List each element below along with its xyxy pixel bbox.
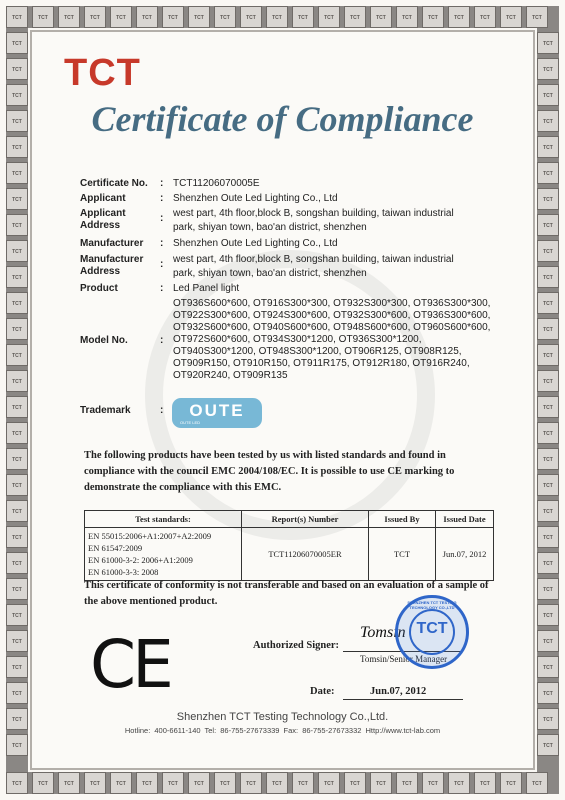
trademark-logo-subtext: OUTE LED	[180, 420, 201, 425]
border-tile: TCT	[6, 110, 28, 132]
border-tile: TCT	[537, 578, 559, 600]
date-value: Jun.07, 2012	[370, 686, 427, 697]
model-no-label: Model No.	[80, 335, 128, 346]
colon: :	[160, 193, 164, 204]
model-line: OT920R240, OT909R135	[173, 370, 288, 381]
signature: Tomsin	[360, 624, 406, 641]
border-tile: TCT	[240, 772, 262, 794]
border-tile: TCT	[136, 6, 158, 28]
standards-cell	[85, 528, 242, 581]
border-tile: TCT	[240, 6, 262, 28]
colon: :	[160, 259, 164, 270]
compliance-statement: The following products have been tested by us with listed standards and found in compliance with the council EMC 2004/108/EC. It is possible to use CE marking to demonstrate the compliance with this EMC.	[84, 450, 455, 493]
colon: :	[160, 283, 164, 294]
border-tile: TCT	[537, 266, 559, 288]
standard-item: EN 55015:2006+A1:2007+A2:2009	[88, 531, 212, 541]
border-tile: TCT	[537, 84, 559, 106]
border-tile: TCT	[6, 604, 28, 626]
border-tile: TCT	[214, 772, 236, 794]
company-stamp	[395, 595, 469, 669]
border-tile: TCT	[6, 214, 28, 236]
border-tile: TCT	[6, 266, 28, 288]
border-tile: TCT	[6, 526, 28, 548]
border-tile: TCT	[84, 772, 106, 794]
border-tile: TCT	[537, 136, 559, 158]
border-tile: TCT	[537, 110, 559, 132]
border-tile: TCT	[188, 6, 210, 28]
border-tile: TCT	[422, 772, 444, 794]
border-tile: TCT	[448, 772, 470, 794]
standard-item: EN 61547:2009	[88, 543, 143, 553]
border-tile: TCT	[110, 772, 132, 794]
border-tile: TCT	[266, 772, 288, 794]
ce-mark: CE	[90, 626, 170, 703]
border-tile: TCT	[6, 396, 28, 418]
border-tile: TCT	[6, 656, 28, 678]
border-tile: TCT	[6, 370, 28, 392]
border-tile: TCT	[474, 6, 496, 28]
border-tile: TCT	[422, 6, 444, 28]
applicant-address-line2: park, shiyan town, bao'an district, shenzhen	[173, 222, 367, 233]
date-label: Date:	[310, 686, 335, 697]
trademark-label: Trademark	[80, 405, 131, 416]
certificate-no-label: Certificate No.	[80, 178, 148, 189]
border-tile: TCT	[537, 318, 559, 340]
border-tile: TCT	[6, 500, 28, 522]
tct-logo: TCT	[64, 52, 141, 94]
product-label: Product	[80, 283, 118, 294]
border-tile: TCT	[6, 772, 28, 794]
table-header: Test standards:	[85, 511, 242, 528]
border-tile: TCT	[537, 682, 559, 704]
model-line: OT932S600*600, OT940S600*600, OT948S600*600, OT960S600*600,	[173, 322, 491, 333]
border-tile: TCT	[537, 396, 559, 418]
border-tile: TCT	[6, 578, 28, 600]
border-tile: TCT	[537, 344, 559, 366]
applicant-label: Applicant	[80, 193, 126, 204]
border-tile: TCT	[537, 500, 559, 522]
applicant-value: Shenzhen Oute Led Lighting Co., Ltd	[173, 193, 338, 204]
standard-item: EN 61000-3-2: 2006+A1:2009	[88, 555, 193, 565]
border-tile: TCT	[537, 162, 559, 184]
manufacturer-address-line1: west part, 4th floor,block B, songshan building, taiwan industrial	[173, 254, 454, 265]
border-tile: TCT	[292, 6, 314, 28]
border-tile: TCT	[537, 474, 559, 496]
border-tile: TCT	[537, 370, 559, 392]
border-tile: TCT	[292, 772, 314, 794]
border-tile: TCT	[318, 772, 340, 794]
border-tile: TCT	[162, 6, 184, 28]
border-tile: TCT	[6, 318, 28, 340]
product-value: Led Panel light	[173, 283, 240, 294]
border-tile: TCT	[500, 772, 522, 794]
border-tile: TCT	[6, 630, 28, 652]
border-tile: TCT	[6, 474, 28, 496]
standard-item: EN 61000-3-3: 2008	[88, 567, 159, 577]
border-tile: TCT	[344, 6, 366, 28]
border-tile: TCT	[537, 552, 559, 574]
border-tile: TCT	[6, 240, 28, 262]
border-tile: TCT	[6, 136, 28, 158]
colon: :	[160, 335, 164, 346]
border-tile: TCT	[537, 656, 559, 678]
trademark-logo	[172, 398, 262, 428]
border-tile: TCT	[6, 84, 28, 106]
footer-company: Shenzhen TCT Testing Technology Co.,Ltd.	[176, 711, 389, 723]
border-tile: TCT	[110, 6, 132, 28]
manufacturer-address-label-2: Address	[80, 266, 121, 277]
colon: :	[160, 213, 164, 224]
border-tile: TCT	[6, 422, 28, 444]
footer-contact: Hotline: 400-6611-140 Tel: 86-755-27673339 Fax: 86-755-27673332 Http://www.tct-lab.com	[124, 726, 441, 735]
border-tile: TCT	[537, 422, 559, 444]
border-tile: TCT	[136, 772, 158, 794]
manufacturer-value: Shenzhen Oute Led Lighting Co., Ltd	[173, 238, 338, 249]
border-tile: TCT	[6, 734, 28, 756]
border-tile: TCT	[6, 708, 28, 730]
border-tile: TCT	[6, 32, 28, 54]
model-line: OT922S300*600, OT924S300*600, OT932S300*600, OT936S300*600,	[173, 310, 491, 321]
signer-name-title: Tomsin/Senior Manager	[360, 654, 448, 664]
border-tile: TCT	[396, 6, 418, 28]
border-tile: TCT	[537, 630, 559, 652]
colon: :	[160, 405, 164, 416]
border-tile: TCT	[58, 772, 80, 794]
border-tile: TCT	[370, 772, 392, 794]
border-tile: TCT	[537, 734, 559, 756]
border-tile: TCT	[537, 32, 559, 54]
applicant-address-label-2: Address	[80, 220, 121, 231]
border-tile: TCT	[6, 344, 28, 366]
border-tile: TCT	[32, 6, 54, 28]
border-tile: TCT	[6, 6, 28, 28]
border-tile: TCT	[537, 708, 559, 730]
transfer-statement: This certificate of conformity is not transferable and based on an evaluation of a sample of the above mentioned product.	[84, 580, 489, 607]
date-line	[343, 699, 463, 700]
border-tile: TCT	[266, 6, 288, 28]
manufacturer-address-line2: park, shiyan town, bao'an district, shenzhen	[173, 268, 367, 279]
authorized-signer-label: Authorized Signer:	[253, 640, 340, 651]
border-tile: TCT	[32, 772, 54, 794]
standards-table	[84, 510, 494, 581]
border-tile: TCT	[214, 6, 236, 28]
border-tile: TCT	[370, 6, 392, 28]
border-tile: TCT	[6, 188, 28, 210]
border-tile: TCT	[537, 526, 559, 548]
model-line: OT909R150, OT910R150, OT911R175, OT912R180, OT916R240,	[173, 358, 470, 369]
report-number-cell: TCT11206070005ER	[242, 528, 369, 581]
border-tile: TCT	[6, 162, 28, 184]
issued-date-cell: Jun.07, 2012	[436, 528, 494, 581]
border-tile: TCT	[537, 240, 559, 262]
border-tile: TCT	[6, 58, 28, 80]
border-tile: TCT	[58, 6, 80, 28]
border-tile: TCT	[162, 772, 184, 794]
applicant-address-label-1: Applicant	[80, 208, 126, 219]
border-tile: TCT	[6, 682, 28, 704]
model-line: OT936S600*600, OT916S300*300, OT932S300*300, OT936S300*300,	[173, 298, 491, 309]
table-header: Issued Date	[436, 511, 494, 528]
border-tile: TCT	[500, 6, 522, 28]
stamp-center-text: TCT	[416, 620, 448, 637]
border-tile: TCT	[537, 214, 559, 236]
border-tile: TCT	[537, 188, 559, 210]
stamp-ring-text: SHENZHEN TCT TESTING TECHNOLOGY CO.,LTD	[407, 600, 457, 610]
border-tile: TCT	[526, 772, 548, 794]
border-tile: TCT	[526, 6, 548, 28]
certificate-no-value: TCT11206070005E	[173, 178, 260, 189]
border-tile: TCT	[537, 58, 559, 80]
table-header-row	[85, 511, 494, 528]
border-tile: TCT	[84, 6, 106, 28]
border-tile: TCT	[396, 772, 418, 794]
border-tile: TCT	[6, 448, 28, 470]
border-tile: TCT	[6, 292, 28, 314]
model-line: OT972S600*600, OT934S300*1200, OT936S300*1200,	[173, 334, 422, 345]
model-line: OT940S300*1200, OT948S300*1200, OT906R125, OT908R125,	[173, 346, 462, 357]
model-list	[173, 298, 493, 382]
border-tile: TCT	[344, 772, 366, 794]
border-tile: TCT	[6, 552, 28, 574]
border-tile: TCT	[448, 6, 470, 28]
trademark-logo-text: OUTE	[189, 401, 245, 420]
certificate-title: Certificate of Compliance	[91, 99, 474, 139]
colon: :	[160, 178, 164, 189]
border-tile: TCT	[537, 448, 559, 470]
table-header: Report(s) Number	[242, 511, 369, 528]
manufacturer-address-label-1: Manufacturer	[80, 254, 144, 265]
border-tile: TCT	[537, 604, 559, 626]
table-row	[85, 528, 494, 581]
colon: :	[160, 238, 164, 249]
border-tile: TCT	[537, 292, 559, 314]
applicant-address-line1: west part, 4th floor,block B, songshan building, taiwan industrial	[173, 208, 454, 219]
manufacturer-label: Manufacturer	[80, 238, 144, 249]
border-tile: TCT	[188, 772, 210, 794]
table-header: Issued By	[369, 511, 436, 528]
issued-by-cell: TCT	[369, 528, 436, 581]
border-tile: TCT	[318, 6, 340, 28]
border-tile: TCT	[474, 772, 496, 794]
